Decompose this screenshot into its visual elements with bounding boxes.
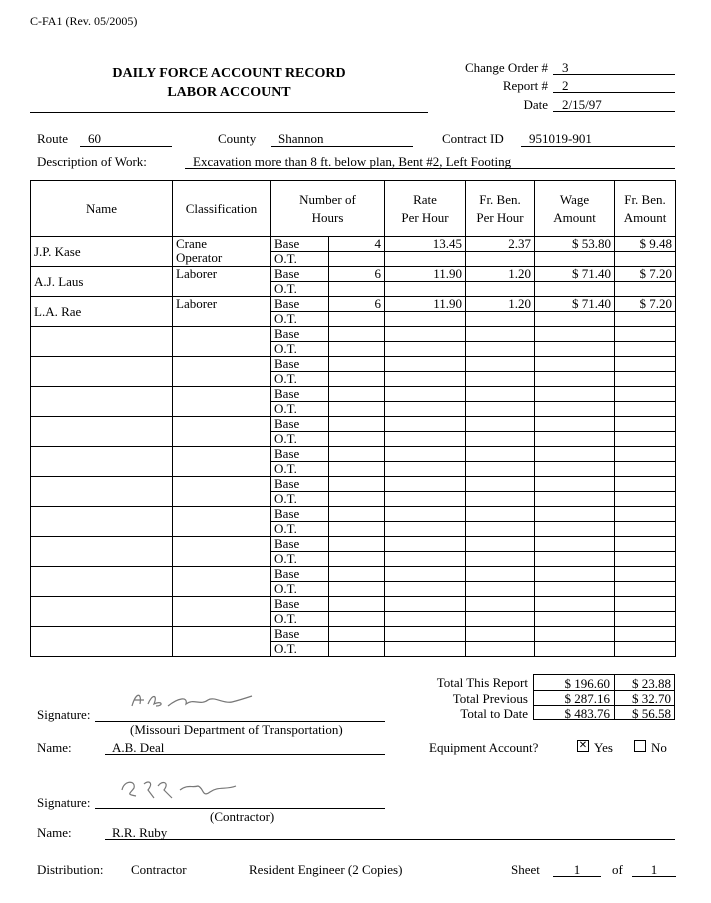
fringe-amount[interactable]: [615, 477, 676, 492]
ot-rate[interactable]: [385, 282, 466, 297]
county-label: County: [218, 131, 257, 146]
ot-rate[interactable]: [385, 492, 466, 507]
ot-wage[interactable]: [535, 522, 615, 537]
rate-per-hour[interactable]: [385, 597, 466, 612]
ot-hours[interactable]: [329, 372, 385, 387]
rate-per-hour[interactable]: [385, 507, 466, 522]
ot-hours[interactable]: [329, 552, 385, 567]
ot-hours[interactable]: [329, 522, 385, 537]
route-value[interactable]: 60: [88, 131, 101, 146]
ot-hours[interactable]: [329, 342, 385, 357]
table-row: [31, 477, 676, 492]
ot-label: O.T.: [271, 492, 329, 507]
total-to-date-label: Total to Date: [460, 706, 528, 721]
table-row: [31, 567, 676, 582]
wage-amount[interactable]: [535, 447, 615, 462]
employee-name[interactable]: [31, 507, 173, 537]
fringe-per-hour[interactable]: [466, 387, 535, 402]
ot-label: O.T.: [271, 342, 329, 357]
modot-caption: (Missouri Department of Transportation): [130, 722, 343, 737]
wage-amount[interactable]: [535, 357, 615, 372]
total-to-date-wage: $ 483.76: [564, 706, 610, 721]
base-label: Base: [271, 567, 329, 582]
ot-fringe[interactable]: [466, 252, 535, 267]
report-value[interactable]: 2: [562, 78, 569, 93]
base-hours[interactable]: [329, 597, 385, 612]
employee-classification[interactable]: [173, 357, 271, 387]
employee-classification[interactable]: Laborer: [173, 267, 271, 297]
ot-rate[interactable]: [385, 642, 466, 657]
ot-fringe-amount[interactable]: [615, 612, 676, 627]
base-hours[interactable]: 6: [329, 297, 385, 312]
modot-signature-label: Signature:: [37, 707, 91, 722]
ot-fringe-amount[interactable]: [615, 312, 676, 327]
employee-classification[interactable]: [173, 327, 271, 357]
ot-fringe[interactable]: [466, 612, 535, 627]
ot-rate[interactable]: [385, 402, 466, 417]
ot-label: O.T.: [271, 282, 329, 297]
employee-name[interactable]: [31, 597, 173, 627]
ot-fringe-amount[interactable]: [615, 432, 676, 447]
col-classification: Classification: [173, 181, 271, 237]
employee-name[interactable]: [31, 357, 173, 387]
base-label: Base: [271, 327, 329, 342]
base-label: Base: [271, 537, 329, 552]
ot-rate[interactable]: [385, 612, 466, 627]
wage-amount[interactable]: [535, 387, 615, 402]
ot-wage[interactable]: [535, 282, 615, 297]
ot-hours[interactable]: [329, 462, 385, 477]
ot-wage[interactable]: [535, 462, 615, 477]
contractor-caption: (Contractor): [210, 809, 275, 824]
ot-wage[interactable]: [535, 582, 615, 597]
modot-name-label: Name:: [37, 740, 72, 755]
col-name: Name: [31, 181, 173, 237]
ot-label: O.T.: [271, 522, 329, 537]
total-previous-wage: $ 287.16: [564, 691, 610, 706]
county-value[interactable]: Shannon: [278, 131, 324, 146]
ot-fringe-amount[interactable]: [615, 522, 676, 537]
table-row: [31, 387, 676, 402]
table-row: [31, 507, 676, 522]
sheet-value[interactable]: 1: [573, 862, 581, 877]
total-this-report-frben: $ 23.88: [632, 676, 671, 691]
ot-fringe[interactable]: [466, 342, 535, 357]
rate-per-hour[interactable]: 11.90: [385, 297, 466, 312]
ot-hours[interactable]: [329, 252, 385, 267]
fringe-per-hour[interactable]: [466, 597, 535, 612]
rate-per-hour[interactable]: [385, 417, 466, 432]
date-label: Date: [523, 97, 548, 112]
ot-hours[interactable]: [329, 582, 385, 597]
employee-classification[interactable]: [173, 447, 271, 477]
ot-hours[interactable]: [329, 492, 385, 507]
ot-label: O.T.: [271, 552, 329, 567]
ot-wage[interactable]: [535, 492, 615, 507]
ot-wage[interactable]: [535, 252, 615, 267]
equipment-no-checkbox[interactable]: [634, 740, 646, 752]
employee-classification[interactable]: [173, 537, 271, 567]
col-frbenamt: Fr. Ben. Amount: [615, 181, 676, 237]
fringe-per-hour[interactable]: [466, 327, 535, 342]
equipment-no-label: No: [651, 740, 667, 755]
table-row: [31, 357, 676, 372]
table-row: [31, 417, 676, 432]
total-previous-frben: $ 32.70: [632, 691, 671, 706]
base-hours[interactable]: [329, 417, 385, 432]
base-hours[interactable]: [329, 327, 385, 342]
contract-value[interactable]: 951019-901: [529, 131, 592, 146]
fringe-amount[interactable]: [615, 417, 676, 432]
rate-per-hour[interactable]: [385, 327, 466, 342]
route-label: Route: [37, 131, 69, 146]
fringe-amount[interactable]: [615, 627, 676, 642]
base-label: Base: [271, 357, 329, 372]
table-row: [31, 537, 676, 552]
employee-name[interactable]: [31, 627, 173, 657]
ot-rate[interactable]: [385, 552, 466, 567]
table-row: [31, 627, 676, 642]
ot-fringe[interactable]: [466, 432, 535, 447]
ot-rate[interactable]: [385, 582, 466, 597]
base-label: Base: [271, 297, 329, 312]
fringe-amount[interactable]: [615, 567, 676, 582]
fringe-amount[interactable]: $ 7.20: [615, 267, 676, 282]
modot-name-value[interactable]: A.B. Deal: [112, 740, 165, 755]
wage-amount[interactable]: [535, 417, 615, 432]
total-previous-label: Total Previous: [452, 691, 528, 706]
ot-label: O.T.: [271, 372, 329, 387]
employee-name[interactable]: [31, 387, 173, 417]
contractor-name-value[interactable]: R.R. Ruby: [112, 825, 168, 840]
ot-label: O.T.: [271, 462, 329, 477]
employee-name[interactable]: L.A. Rae: [31, 297, 173, 327]
ot-fringe-amount[interactable]: [615, 402, 676, 417]
of-label: of: [612, 862, 623, 877]
total-this-report-wage: $ 196.60: [564, 676, 610, 691]
ot-wage[interactable]: [535, 612, 615, 627]
table-row: [31, 447, 676, 462]
fringe-per-hour[interactable]: 1.20: [466, 297, 535, 312]
ot-label: O.T.: [271, 612, 329, 627]
base-label: Base: [271, 417, 329, 432]
ot-rate[interactable]: [385, 312, 466, 327]
contract-label: Contract ID: [442, 131, 504, 146]
ot-fringe-amount[interactable]: [615, 282, 676, 297]
description-label: Description of Work:: [37, 154, 147, 169]
base-hours[interactable]: [329, 477, 385, 492]
ot-hours[interactable]: [329, 432, 385, 447]
base-label: Base: [271, 477, 329, 492]
wage-amount[interactable]: $ 71.40: [535, 297, 615, 312]
employee-name[interactable]: J.P. Kase: [31, 237, 173, 267]
total-to-date-frben: $ 56.58: [632, 706, 671, 721]
totals-box: [533, 674, 675, 720]
employee-classification[interactable]: [173, 417, 271, 447]
base-hours[interactable]: [329, 357, 385, 372]
ot-fringe[interactable]: [466, 642, 535, 657]
ot-fringe[interactable]: [466, 312, 535, 327]
ot-rate[interactable]: [385, 432, 466, 447]
employee-classification[interactable]: [173, 507, 271, 537]
ot-label: O.T.: [271, 432, 329, 447]
table-row: [31, 237, 676, 252]
contractor-name-label: Name:: [37, 825, 72, 840]
equipment-account-label: Equipment Account?: [429, 740, 539, 755]
ot-label: O.T.: [271, 402, 329, 417]
form-subtitle: LABOR ACCOUNT: [167, 85, 291, 100]
base-hours[interactable]: 6: [329, 267, 385, 282]
form-id: C-FA1 (Rev. 05/2005): [30, 14, 138, 28]
employee-name[interactable]: [31, 567, 173, 597]
base-label: Base: [271, 267, 329, 282]
wage-amount[interactable]: [535, 537, 615, 552]
fringe-amount[interactable]: [615, 447, 676, 462]
ot-fringe-amount[interactable]: [615, 642, 676, 657]
base-hours[interactable]: [329, 627, 385, 642]
ot-fringe-amount[interactable]: [615, 342, 676, 357]
date-value[interactable]: 2/15/97: [562, 97, 602, 112]
wage-amount[interactable]: [535, 597, 615, 612]
rate-per-hour[interactable]: 13.45: [385, 237, 466, 252]
base-hours[interactable]: [329, 537, 385, 552]
ot-label: O.T.: [271, 642, 329, 657]
ot-hours[interactable]: [329, 282, 385, 297]
employee-classification[interactable]: [173, 477, 271, 507]
wage-amount[interactable]: [535, 477, 615, 492]
employee-classification[interactable]: Laborer: [173, 297, 271, 327]
employee-classification[interactable]: [173, 627, 271, 657]
change-order-value[interactable]: 3: [562, 60, 569, 75]
ot-wage[interactable]: [535, 402, 615, 417]
fringe-per-hour[interactable]: [466, 477, 535, 492]
table-row: [31, 597, 676, 612]
employee-name[interactable]: [31, 417, 173, 447]
fringe-per-hour[interactable]: [466, 357, 535, 372]
base-hours[interactable]: [329, 507, 385, 522]
ot-rate[interactable]: [385, 342, 466, 357]
contractor-name-line: [105, 839, 675, 840]
ot-wage[interactable]: [535, 432, 615, 447]
ot-wage[interactable]: [535, 312, 615, 327]
col-rate: Rate Per Hour: [385, 181, 466, 237]
fringe-amount[interactable]: [615, 507, 676, 522]
fringe-per-hour[interactable]: [466, 447, 535, 462]
ot-fringe-amount[interactable]: [615, 372, 676, 387]
base-hours[interactable]: 4: [329, 237, 385, 252]
fringe-per-hour[interactable]: [466, 567, 535, 582]
distribution-contractor: Contractor: [131, 862, 187, 877]
fringe-amount[interactable]: [615, 327, 676, 342]
total-this-report-label: Total This Report: [436, 675, 528, 690]
base-hours[interactable]: [329, 447, 385, 462]
ot-fringe[interactable]: [466, 462, 535, 477]
wage-amount[interactable]: $ 71.40: [535, 267, 615, 282]
base-label: Base: [271, 507, 329, 522]
of-value[interactable]: 1: [650, 862, 658, 877]
ot-fringe-amount[interactable]: [615, 582, 676, 597]
ot-fringe[interactable]: [466, 582, 535, 597]
rate-per-hour[interactable]: [385, 387, 466, 402]
employee-name[interactable]: [31, 447, 173, 477]
equipment-yes-label: Yes: [594, 740, 613, 755]
ot-wage[interactable]: [535, 552, 615, 567]
table-row: [31, 267, 676, 282]
fringe-amount[interactable]: $ 7.20: [615, 297, 676, 312]
ot-wage[interactable]: [535, 642, 615, 657]
employee-name[interactable]: [31, 327, 173, 357]
ot-hours[interactable]: [329, 612, 385, 627]
employee-classification[interactable]: [173, 387, 271, 417]
base-label: Base: [271, 597, 329, 612]
distribution-resident-engineer: Resident Engineer (2 Copies): [249, 862, 403, 877]
equipment-yes-checkbox[interactable]: ✕: [578, 740, 588, 751]
change-order-line: [553, 74, 675, 75]
fringe-amount[interactable]: [615, 387, 676, 402]
title-rule: [30, 112, 428, 113]
base-hours[interactable]: [329, 567, 385, 582]
fringe-per-hour[interactable]: 2.37: [466, 237, 535, 252]
wage-amount[interactable]: $ 53.80: [535, 237, 615, 252]
ot-label: O.T.: [271, 582, 329, 597]
fringe-per-hour[interactable]: 1.20: [466, 267, 535, 282]
employee-name[interactable]: A.J. Laus: [31, 267, 173, 297]
ot-rate[interactable]: [385, 252, 466, 267]
ot-label: O.T.: [271, 252, 329, 267]
form-title: DAILY FORCE ACCOUNT RECORD: [112, 66, 346, 81]
modot-signature-image: [128, 688, 258, 712]
fringe-per-hour[interactable]: [466, 417, 535, 432]
fringe-amount[interactable]: $ 9.48: [615, 237, 676, 252]
ot-hours[interactable]: [329, 312, 385, 327]
rate-per-hour[interactable]: [385, 477, 466, 492]
fringe-amount[interactable]: [615, 537, 676, 552]
ot-fringe[interactable]: [466, 282, 535, 297]
base-label: Base: [271, 237, 329, 252]
ot-fringe[interactable]: [466, 552, 535, 567]
change-order-label: Change Order #: [464, 60, 548, 75]
rate-per-hour[interactable]: [385, 357, 466, 372]
report-label: Report #: [502, 78, 548, 93]
ot-fringe[interactable]: [466, 372, 535, 387]
labor-table: [30, 180, 676, 657]
employee-classification[interactable]: [173, 567, 271, 597]
ot-rate[interactable]: [385, 462, 466, 477]
ot-fringe-amount[interactable]: [615, 252, 676, 267]
fringe-per-hour[interactable]: [466, 507, 535, 522]
rate-per-hour[interactable]: [385, 627, 466, 642]
table-header-row: [31, 181, 676, 237]
ot-hours[interactable]: [329, 402, 385, 417]
col-hours: Number of Hours: [271, 181, 385, 237]
table-row: [31, 327, 676, 342]
fringe-per-hour[interactable]: [466, 537, 535, 552]
col-frben: Fr. Ben. Per Hour: [466, 181, 535, 237]
fringe-amount[interactable]: [615, 597, 676, 612]
contractor-signature-label: Signature:: [37, 795, 91, 810]
sheet-label: Sheet: [511, 862, 540, 877]
ot-rate[interactable]: [385, 372, 466, 387]
fringe-per-hour[interactable]: [466, 627, 535, 642]
ot-wage[interactable]: [535, 372, 615, 387]
ot-rate[interactable]: [385, 522, 466, 537]
description-value[interactable]: Excavation more than 8 ft. below plan, Bent #2, Left Footing: [193, 154, 512, 169]
employee-name[interactable]: [31, 477, 173, 507]
ot-fringe[interactable]: [466, 522, 535, 537]
rate-per-hour[interactable]: 11.90: [385, 267, 466, 282]
base-label: Base: [271, 387, 329, 402]
rate-per-hour[interactable]: [385, 567, 466, 582]
base-hours[interactable]: [329, 387, 385, 402]
ot-hours[interactable]: [329, 642, 385, 657]
fringe-amount[interactable]: [615, 357, 676, 372]
ot-wage[interactable]: [535, 342, 615, 357]
wage-amount[interactable]: [535, 507, 615, 522]
ot-fringe[interactable]: [466, 402, 535, 417]
base-label: Base: [271, 627, 329, 642]
employee-classification[interactable]: Crane Operator: [173, 237, 271, 267]
employee-name[interactable]: [31, 537, 173, 567]
rate-per-hour[interactable]: [385, 447, 466, 462]
ot-label: O.T.: [271, 312, 329, 327]
wage-amount[interactable]: [535, 567, 615, 582]
employee-classification[interactable]: [173, 597, 271, 627]
distribution-label: Distribution:: [37, 862, 104, 877]
contractor-signature-image: [118, 776, 248, 806]
rate-per-hour[interactable]: [385, 537, 466, 552]
col-wage: Wage Amount: [535, 181, 615, 237]
wage-amount[interactable]: [535, 627, 615, 642]
ot-fringe-amount[interactable]: [615, 552, 676, 567]
table-row: [31, 297, 676, 312]
ot-fringe-amount[interactable]: [615, 462, 676, 477]
ot-fringe[interactable]: [466, 492, 535, 507]
report-line: [553, 92, 675, 93]
ot-fringe-amount[interactable]: [615, 492, 676, 507]
wage-amount[interactable]: [535, 327, 615, 342]
base-label: Base: [271, 447, 329, 462]
